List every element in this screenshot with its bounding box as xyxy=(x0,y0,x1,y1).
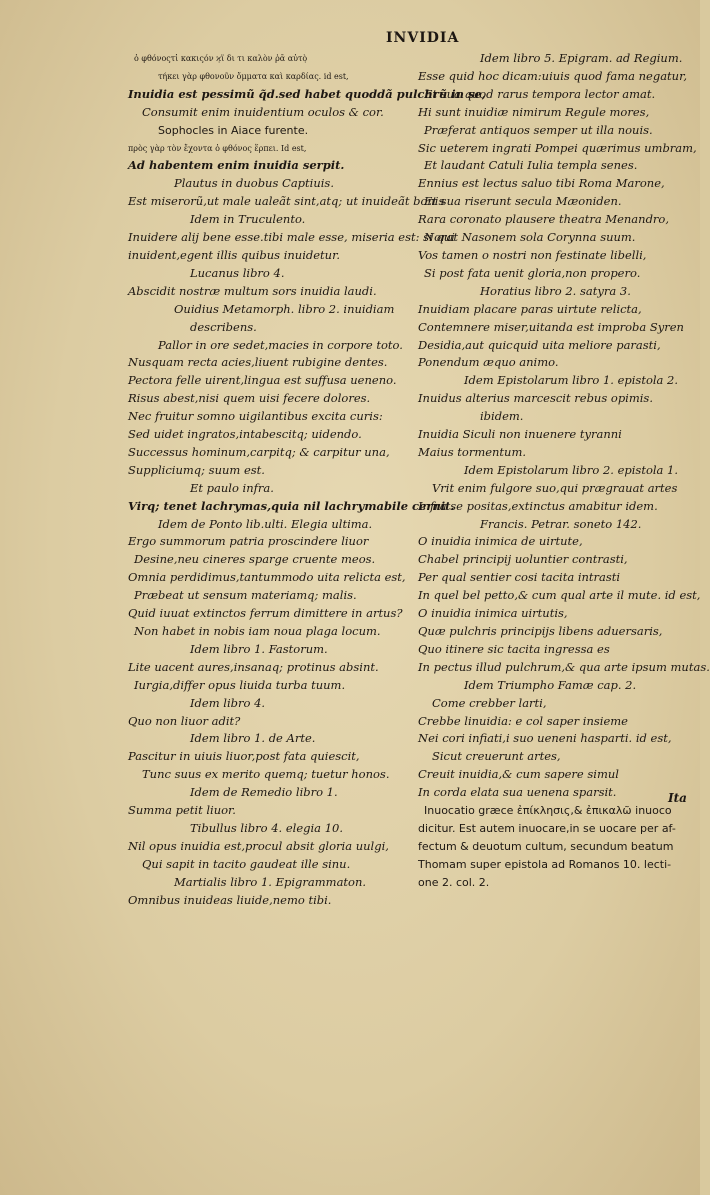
text-line: Risus abest,nisi quem uisi fecere dolores. xyxy=(128,391,371,406)
text-line: Idem Epistolarum libro 2. epistola 1. xyxy=(464,462,679,477)
text-line: Quo itinere sic tacita ingressa es xyxy=(418,641,610,656)
text-line: Creuit inuidia,& cum sapere simul xyxy=(418,767,619,782)
text-line: Idem libro 5. Epigram. ad Regium. xyxy=(480,51,683,65)
text-line: Nec fruitur somno uigilantibus excita curis: xyxy=(128,409,383,424)
text-line: Pallor in ore sedet,macies in corpore toto. xyxy=(158,337,403,352)
text-line: Suppliciumq; suum est. xyxy=(128,462,265,477)
text-line: Chabel principij uoluntier contrasti, xyxy=(418,552,628,567)
text-line: ibidem. xyxy=(480,409,524,424)
text-line: Ad habentem enim inuidia serpit. xyxy=(128,158,345,173)
text-line: Quæ pulchris principijs libens aduersaris, xyxy=(418,624,663,638)
text-line: Præferat antiquos semper ut illa nouis. xyxy=(424,122,653,137)
text-line: Iurgia,differ opus liuida turba tuum. xyxy=(134,677,346,692)
text-line: Norat Nasonem sola Corynna suum. xyxy=(424,230,636,245)
text-line: Summa petit liuor. xyxy=(128,803,236,818)
text-line: Inuidia Siculi non inuenere tyranni xyxy=(418,427,622,442)
text-line: Idem de Ponto lib.ulti. Elegia ultima. xyxy=(158,516,373,531)
text-line: Qui sapit in tacito gaudeat ille sinu. xyxy=(142,856,351,871)
running-head: INVIDIA xyxy=(386,30,460,46)
text-line: O inuidia inimica de uirtute, xyxy=(418,534,583,549)
text-line: Idem libro 1. de Arte. xyxy=(190,731,316,746)
text-line: Et paulo infra. xyxy=(190,480,274,495)
text-line: ὁ φθόνοςτἰ κακιςόν ϰ̣ϊ δι τι καλὸν ῥᾱ αὐτὸ̣ xyxy=(134,54,308,63)
text-line: fectum & deuotum cultum, secundum beatum xyxy=(418,839,674,853)
text-line: Inuidere alij bene esse.tibi male esse, miseria est: si qui xyxy=(128,230,455,245)
text-line: Ouidius Metamorph. libro 2. inuidiam xyxy=(174,301,395,316)
text-line: Vrit enim fulgore suo,qui prægrauat artes xyxy=(432,480,678,495)
text-line: In quel bel petto,& cum qual arte il mute. id est, xyxy=(418,588,701,603)
text-line: Idem Epistolarum libro 1. epistola 2. xyxy=(464,373,679,388)
text-line: Sophocles in Aiace furente. xyxy=(158,123,309,137)
text-line: Maius tormentum. xyxy=(418,444,527,459)
text-line: Ennius est lectus saluo tibi Roma Marone, xyxy=(418,176,665,191)
text-line: Idem Triumpho Famæ cap. 2. xyxy=(464,677,637,692)
text-line: Non habet in nobis iam noua plaga locum. xyxy=(134,624,381,638)
text-line: Si post fata uenit gloria,non propero. xyxy=(424,265,641,280)
text-line: Nusquam recta acies,liuent rubigine dentes. xyxy=(128,355,388,370)
text-line: Successus hominum,carpitq; & carpitur una, xyxy=(128,444,390,459)
text-line: Inuidiam placare paras uirtute relicta, xyxy=(418,301,642,316)
text-line: Lucanus libro 4. xyxy=(190,265,285,280)
text-line: Sic ueterem ingrati Pompei quærimus umbram, xyxy=(418,140,697,155)
right-column xyxy=(418,50,710,892)
text-line: Pascitur in uiuis liuor,post fata quiescit, xyxy=(128,749,360,764)
text-line: dicitur. Est autem inuocare,in se uocare per af- xyxy=(418,821,676,835)
text-line: τήκει γὰρ φθονοῦν ὄμματα καὶ καρδίας. id est, xyxy=(158,71,349,81)
text-line: Et sua quod rarus tempora lector amat. xyxy=(424,86,656,101)
text-line: Come crebber larti, xyxy=(432,695,547,710)
text-line: Idem libro 1. Fastorum. xyxy=(190,641,328,656)
text-line: In corda elata sua uenena sparsit. xyxy=(418,785,617,800)
text-line: Sicut creuerunt artes, xyxy=(432,749,561,764)
text-line: Abscidit nostræ multum sors inuidia laudi. xyxy=(128,283,377,298)
text-line: Infra se positas,extinctus amabitur idem. xyxy=(418,498,658,513)
text-line: Omnibus inuideas liuide,nemo tibi. xyxy=(128,892,332,907)
text-line: In pectus illud pulchrum,& qua arte ipsum mutas. xyxy=(418,659,710,674)
text-line: Ergo summorum patria proscindere liuor xyxy=(128,534,369,549)
text-line: Idem libro 4. xyxy=(190,695,266,710)
text-line: Pectora felle uirent,lingua est suffusa ueneno. xyxy=(128,373,397,388)
text-line: Tibullus libro 4. elegia 10. xyxy=(190,820,343,835)
text-line: Martialis libro 1. Epigrammaton. xyxy=(174,874,367,889)
text-line: Crebbe linuidia: e col saper insieme xyxy=(418,713,628,728)
text-line: Idem in Truculento. xyxy=(190,212,306,227)
text-line: Lite uacent aures,insanaq; protinus absint. xyxy=(128,659,379,674)
text-line: O inuidia inimica uirtutis, xyxy=(418,606,568,621)
text-line: Tunc suus ex merito quemq; tuetur honos. xyxy=(142,767,390,782)
text-line: Est miserorũ,ut male ualeãt sint,atq; ut inuideãt bonis xyxy=(128,194,445,209)
text-line: Omnia perdidimus,tantummodo uita relicta est, xyxy=(128,570,406,585)
text-line: Quo non liuor adit? xyxy=(128,713,241,728)
text-line: Esse quid hoc dicam:uiuis quod fama negatur, xyxy=(418,68,687,83)
text-line: Vos tamen o nostri non festinate libelli, xyxy=(418,247,647,262)
text-line: Rara coronato plausere theatra Menandro, xyxy=(418,212,670,227)
text-line: Desine,neu cineres sparge cruente meos. xyxy=(134,552,376,567)
text-line: Ponendum æquo animo. xyxy=(418,355,559,370)
text-line: Horatius libro 2. satyra 3. xyxy=(480,283,631,298)
text-line: Inuidia est pessimũ q̃d.sed habet quoddã pulchrũ in se, xyxy=(128,86,486,101)
text-line: Inuocatio græce ἐπίκλησις,& ἐπικαλῶ inuoco xyxy=(424,804,672,818)
text-line: Francis. Petrar. soneto 142. xyxy=(480,516,642,531)
text-line: Plautus in duobus Captiuis. xyxy=(174,176,334,191)
text-line: Et laudant Catuli Iulia templa senes. xyxy=(424,158,638,173)
text-line: Hi sunt inuidiæ nimirum Regule mores, xyxy=(418,104,650,119)
text-line: Contemnere miser,uitanda est improba Syren xyxy=(418,319,684,334)
text-line: Sed uidet ingratos,intabescitq; uidendo. xyxy=(128,427,362,442)
text-line: Consumit enim inuidentium oculos & cor. xyxy=(142,104,384,119)
text-line: Nei cori infiati,i suo ueneni hasparti. id est, xyxy=(418,731,672,746)
text-line: πρὸς γὰρ τὸν ἔχοντα ὁ φθόνος ἕρπει. Id est, xyxy=(128,143,307,153)
text-line: Quid iuuat extinctos ferrum dimittere in artus? xyxy=(128,606,403,621)
text-line: inuident,egent illis quibus inuidetur. xyxy=(128,247,340,262)
text-line: Præbeat ut sensum materiamq; malis. xyxy=(134,588,357,603)
text-line: describens. xyxy=(190,319,257,334)
text-line: Per qual sentier cosi tacita intrasti xyxy=(418,570,621,585)
text-line: Inuidus alterius marcescit rebus opimis. xyxy=(418,391,653,406)
text-line: Desidia,aut quicquid uita meliore parasti, xyxy=(418,337,661,352)
text-line: one 2. col. 2. xyxy=(418,875,490,889)
catchword: Ita xyxy=(668,791,687,805)
text-line: Nil opus inuidia est,procul absit gloria uulgi, xyxy=(128,838,389,853)
text-line: Et sua riserunt secula Mæoniden. xyxy=(424,194,622,209)
text-line: Thomam super epistola ad Romanos 10. lecti- xyxy=(418,857,672,871)
text-line: Idem de Remedio libro 1. xyxy=(190,785,338,800)
text-line: Virq; tenet lachrymas,quia nil lachrymabile cernit. xyxy=(128,498,455,513)
